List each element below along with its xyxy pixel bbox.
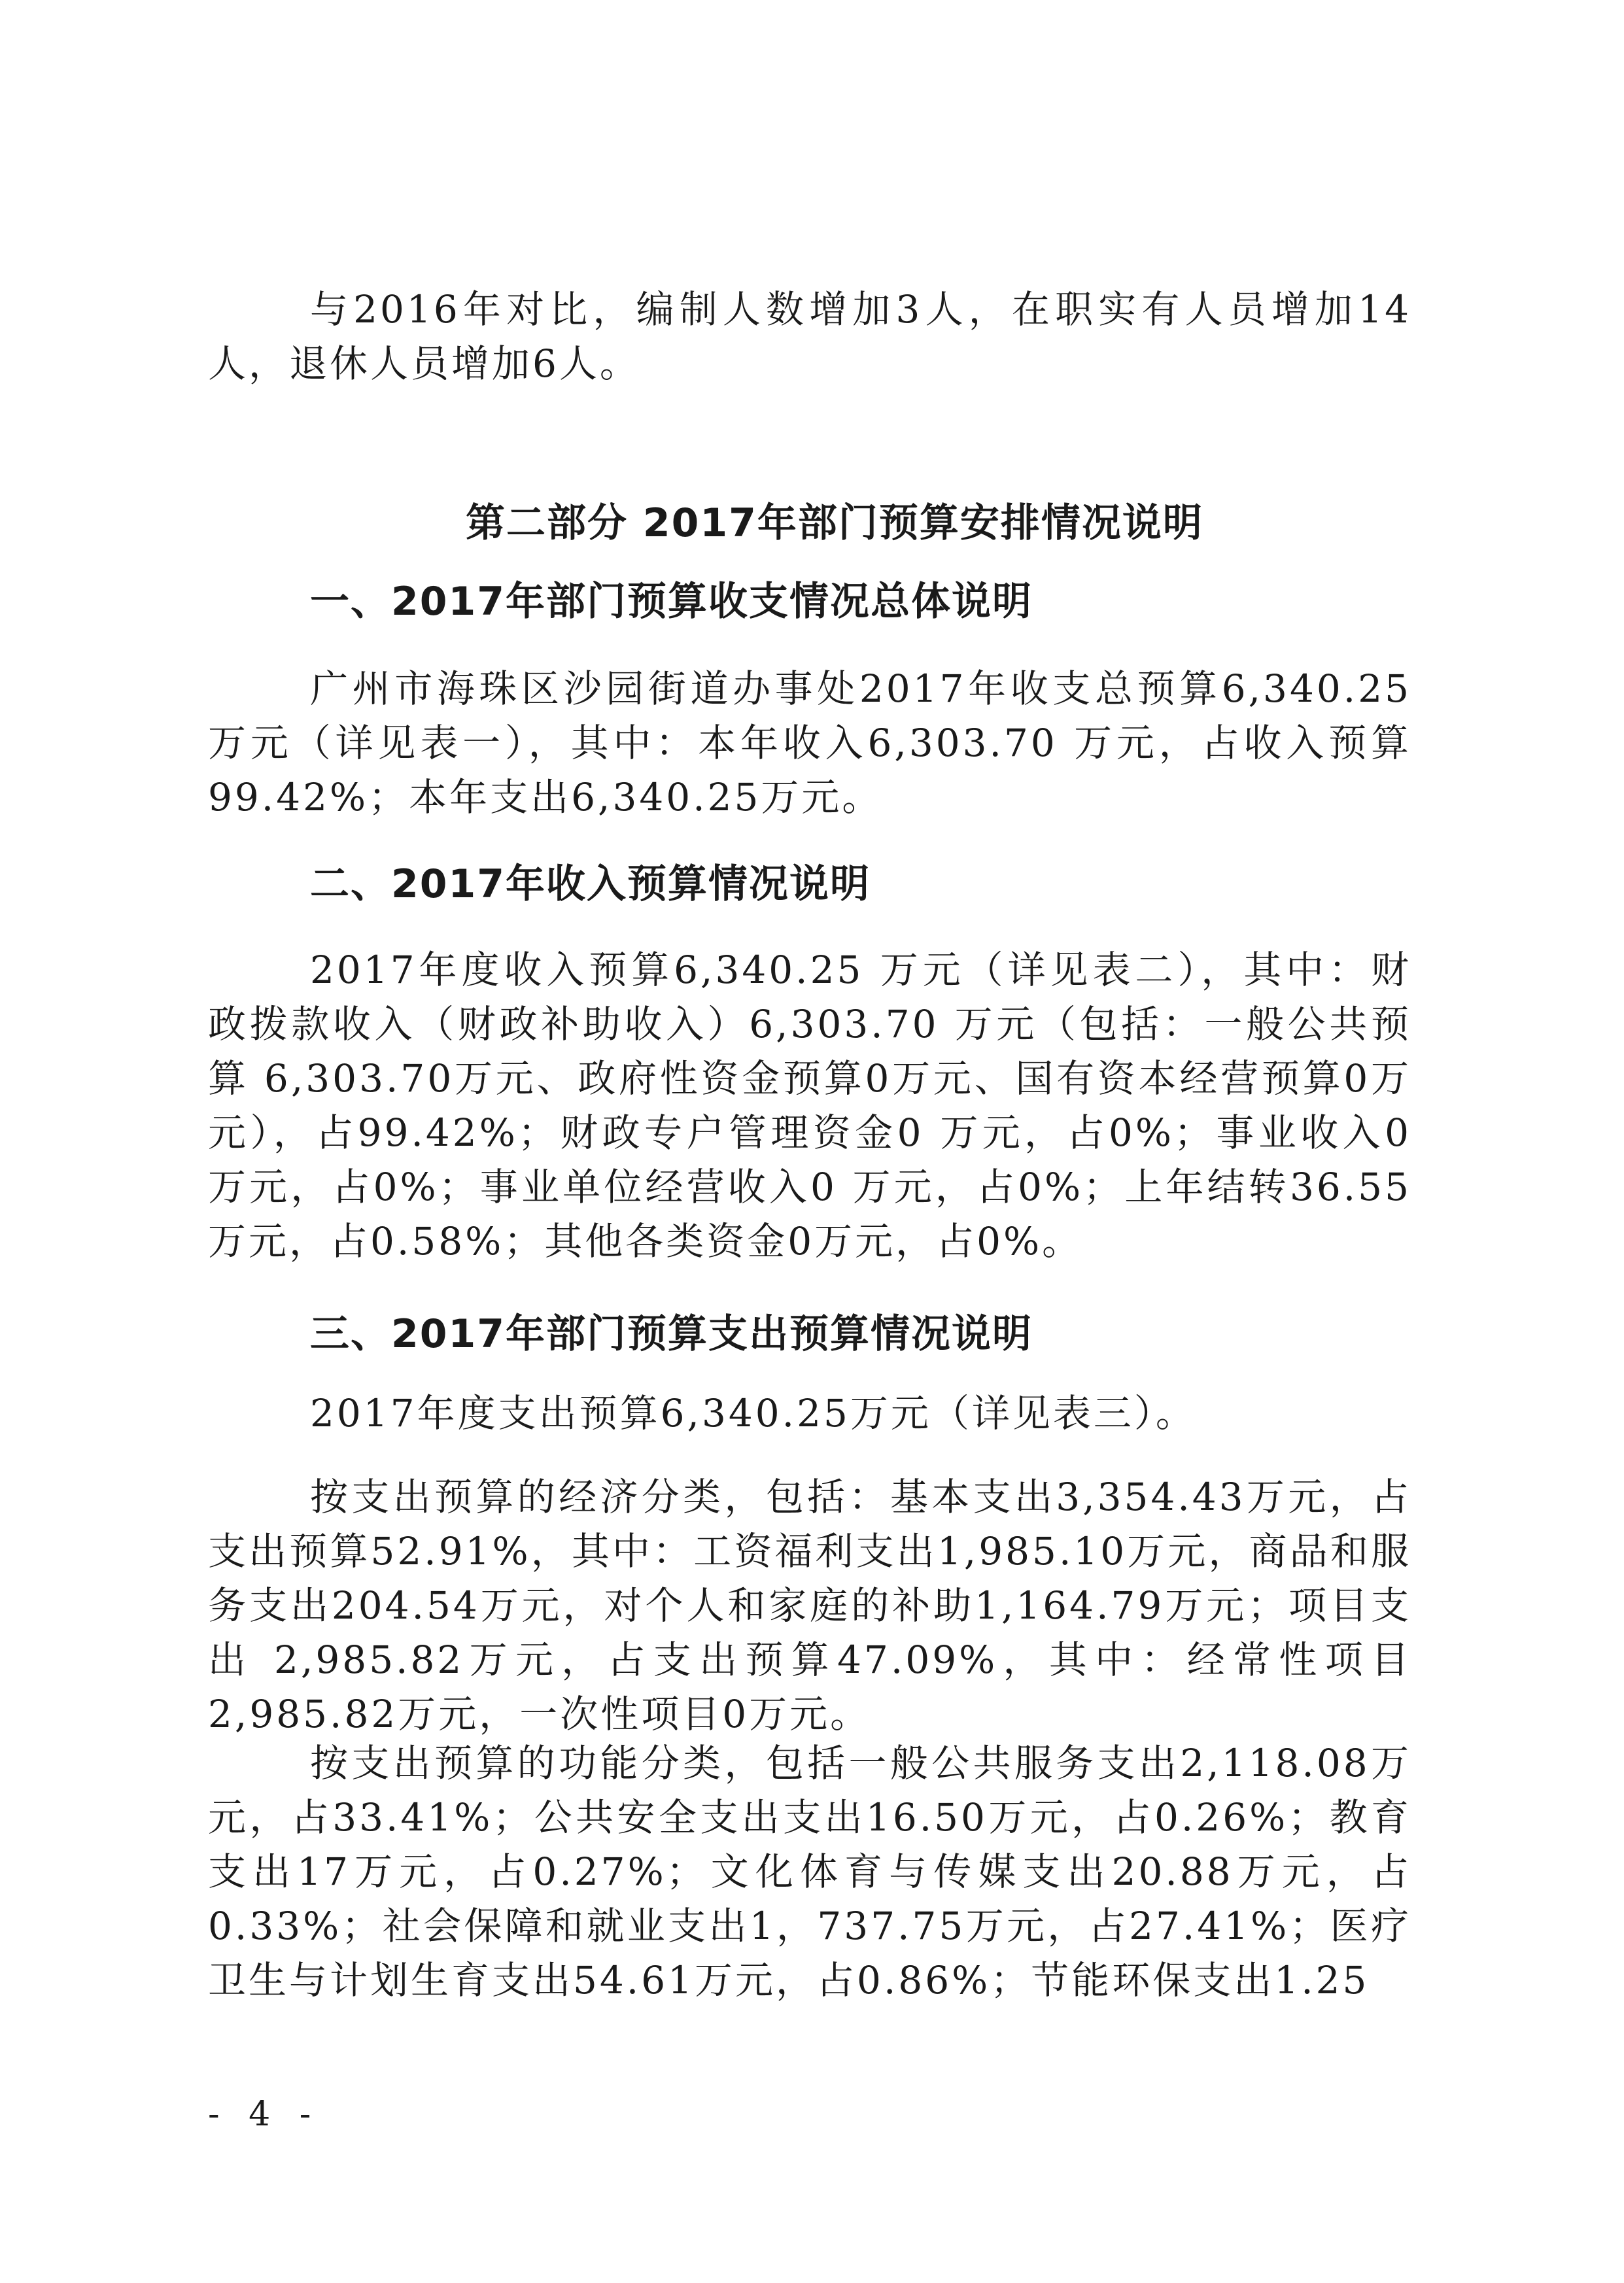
part-title: 第二部分 2017年部门预算安排情况说明 [466,500,1203,546]
section-3-paragraph-1: 2017年度支出预算6,340.25万元（详见表三）。 [310,1391,1196,1435]
intro-paragraph: 与2016年对比，编制人数增加3人，在职实有人员增加14人，退休人员增加6人。 [208,287,1411,386]
section-3-paragraph-2: 按支出预算的经济分类，包括：基本支出3,354.43万元，占支出预算52.91%，其中：工资福利支出1,985.10万元，商品和服务支出204.54万元，对个人和家庭的补助1,164.79万元；项目支出 2,985.82万元，占支出预算47.09%，其中：经常性项目2,985.82万元，一次性项目0万元。 [208,1475,1411,1736]
section-1-heading: 一、2017年部门预算收支情况总体说明 [310,579,1033,625]
section-2-heading: 二、2017年收入预算情况说明 [310,861,871,907]
section-3-heading: 三、2017年部门预算支出预算情况说明 [310,1311,1033,1357]
section-3-paragraph-3: 按支出预算的功能分类，包括一般公共服务支出2,118.08万元，占33.41%；公共安全支出支出16.50万元，占0.26%；教育支出17万元，占0.27%；文化体育与传媒支出20.88万元，占0.33%；社会保障和就业支出1，737.75万元，占27.41%；医疗卫生与计划生育支出54.61万元，占0.86%；节能环保支出1.25 [208,1741,1411,2002]
page-number: - 4 - [208,2095,320,2134]
section-1-paragraph: 广州市海珠区沙园街道办事处2017年收支总预算6,340.25万元（详见表一），其中：本年收入6,303.70 万元，占收入预算99.42%；本年支出6,340.25万元。 [208,666,1411,819]
section-2-paragraph: 2017年度收入预算6,340.25 万元（详见表二），其中：财政拨款收入（财政补助收入）6,303.70 万元（包括：一般公共预算 6,303.70万元、政府性资金预算0万元、国有资本经营预算0万元），占99.42%；财政专户管理资金0 万元，占0%；事业收入0 万元，占0%；事业单位经营收入0 万元，占0%；上年结转36.55万元，占0.58%；其他各类资金0万元，占0%。 [208,948,1411,1263]
